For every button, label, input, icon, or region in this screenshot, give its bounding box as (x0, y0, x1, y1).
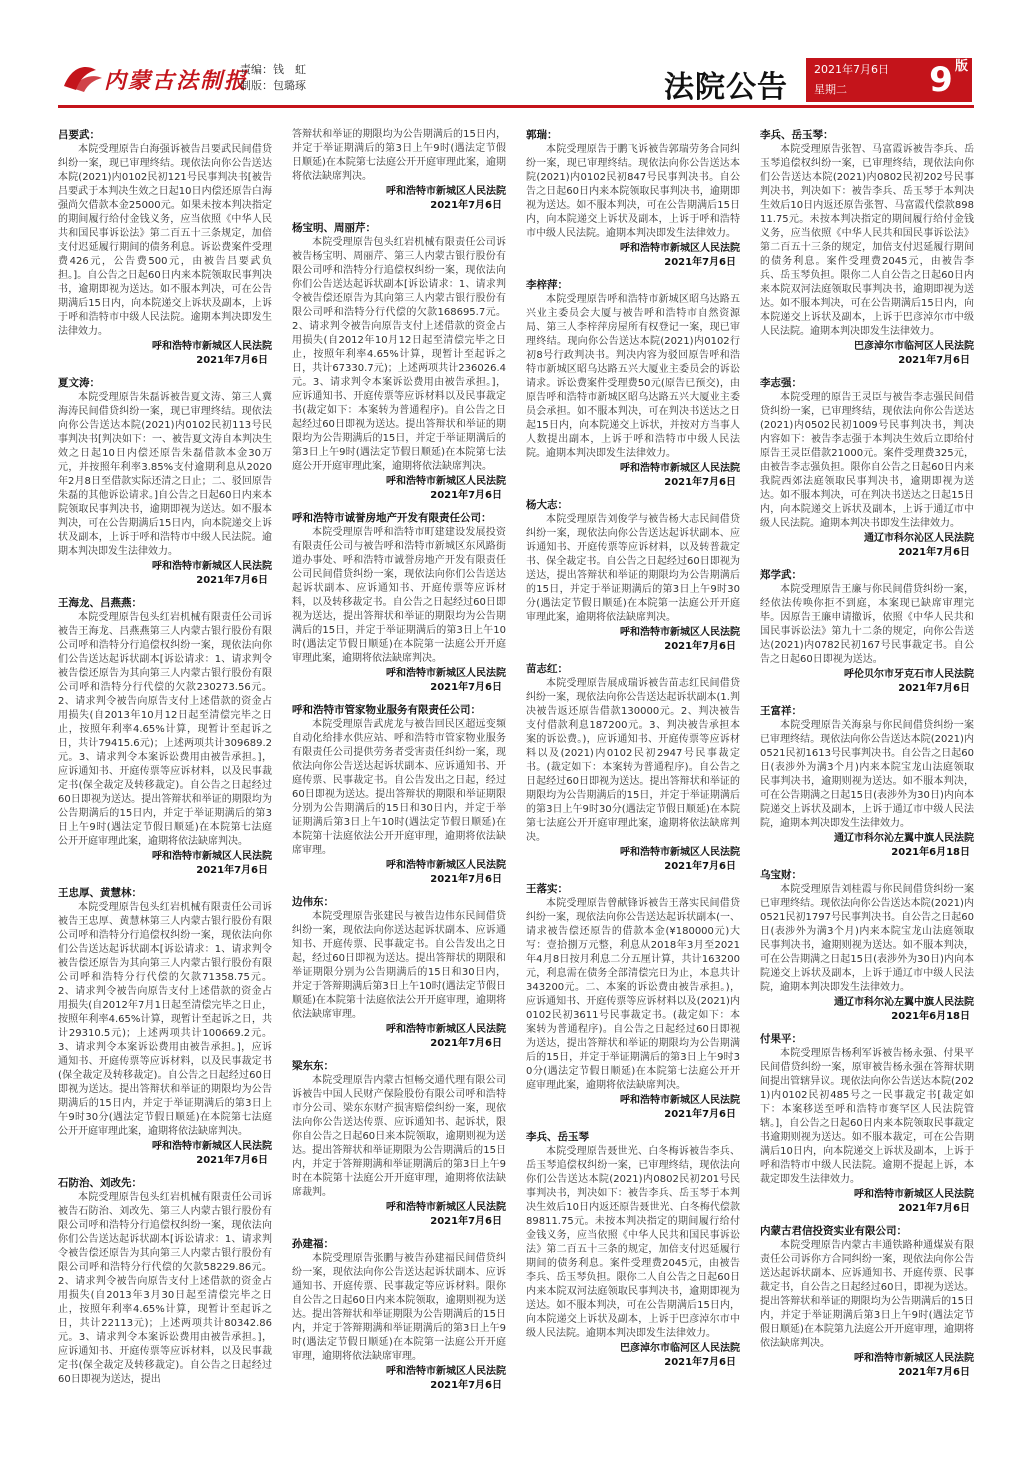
court-notice (760, 128, 974, 368)
notice-party: 呼和浩特市诚誉房地产开发有限责任公司： (292, 512, 492, 524)
page-ban-label: 版 (954, 59, 968, 74)
notice-body: 本院受理原告杨利军诉被告杨永强、付果平民间借贷纠纷一案，原审被告杨永强在答辩状期间提出管辖异议。现依法向你公告送达本院(2021)内0102民初485号之一民事裁定书[裁定如下：本案移送至呼和浩特市赛罕区人民法院管辖。]，自公告之日起60日内来本院领取民事裁定书逾期则视为送达。如不服本裁定，可在公告期满后10日内，向本院递交上诉状及副本，上诉于呼和浩特市中级人民法院。逾期不提起上诉，本裁定即发生法律效力。 (760, 1048, 974, 1185)
notice-party: 付果平： (760, 1033, 802, 1045)
producer-label: 制版：包璐琢 (240, 79, 306, 92)
notice-body: 本院受理原告朱磊诉被告夏文涛、第三人冀海涛民间借贷纠纷一案，现已审理终结。现依法向你公告送达本院(2021)内0102民初113号民事判决书[判决如下：一、被告夏文涛自本判决生效之日起10日内偿还原告朱磊借款本金30万元，并按照年利率3.85%支付逾期利息从2020年2月8日至借款实际还清之日止；二、驳回原告朱磊的其他诉讼请求。]自公告之日起60日内来本院领取民事判决书，逾期即视为送达。如不服本判决，可在公告期满后15日内，向本院递交上诉状及副本，上诉于呼和浩特市中级人民法院。逾期本判决即发生法律效力。 (58, 392, 272, 557)
notice-party: 夏文涛： (58, 377, 100, 389)
notice-party: 李梓萍： (526, 279, 568, 291)
notice-date: 2021年7月6日 (898, 683, 970, 694)
notice-body: 本院受理原告曾献锋诉被告王落实民间借贷纠纷一案，现依法向你公告送达起诉状副本(一、请求被告偿还原告的借款本金(¥180000元)大写：壹拾捌万元整，利息从2018年3月至2021年4月8日按月利息二分五厘计算，共计163200元，利息需在债务全部清偿完日为止，本息共计343200元。二、本案的诉讼费由被告承担。)，应诉通知书、开庭传票等应诉材料以及(2021)内0102民初3611号民事裁定书。(裁定如下：本案转为普通程序)。自公告之日起经过60日即视为送达，提出答辩状和举证的期限均为公告期满后的15日，并定于举证期满后的第3日上午9时30分(遇法定节假日顺延)在本院第七法庭公开开庭审理此案，逾期将依法缺席判决。 (526, 898, 740, 1091)
issue-date: 2021年7月6日 (814, 63, 889, 76)
notice-body: 本院受理原告刘桂霞与你民间借贷纠纷一案已审理终结。现依法向你公告送达本院(2021)内0521民初1797号民事判决书。自公告之日起60日(表涉外为满3个月)内来本院宝龙山法庭领取民事判决书，逾期则视为送达。如不服本判决，可在公告期满之日起15日(表涉外为30日)内向本院递交上诉状及副本，上诉于通辽市中级人民法院，逾期本判决即发生法律效力。 (760, 884, 974, 993)
newspaper-name: 内蒙古法制报 (104, 68, 249, 94)
notice-body: 本院受理原告呼和浩特市町建建设发展投资有限责任公司与被告呼和浩特市新城区东风路街道办事处、呼和浩特市诚誉房地产开发有限责任公司民间借贷纠纷一案，现依法向你们公告送达起诉状副本、应诉通知书、开庭传票等应诉材料，以及转移裁定书。自公告之日起经过60日即视为送达，提出答辩状和举证的期限均为公告期满后的15日，并定于举证期满后的第3日上午10时(遇法定节假日顺延)在本院第一法庭公开开庭审理此案，逾期将依法缺席判决。 (292, 527, 506, 664)
court-notice (526, 882, 740, 1122)
column-4 (760, 128, 974, 1474)
column-1 (58, 128, 272, 1474)
court-notice (292, 221, 506, 503)
notice-body: 本院受理原告刘俊学与被告杨大志民间借贷纠纷一案，现依法向你公告送达起诉状副本、应诉通知书、开庭传票等应诉材料，以及转普裁定书、保全裁定书。自公告之日起经过60日即视为送达，提出答辩状和举证的期限均为公告期满后的15日，并定于举证期满后的第3日上午9时30分(遇法定节假日顺延)在本院第一法庭公开开庭审理此案，逾期将依法缺席判决。 (526, 514, 740, 623)
notice-party: 郑学武： (760, 569, 802, 581)
notice-date: 2021年7月6日 (430, 490, 502, 501)
notice-party: 王富祥： (760, 705, 802, 717)
notice-court: 呼伦贝尔市牙克石市人民法院 (844, 669, 974, 680)
notice-court: 呼和浩特市新城区人民法院 (620, 463, 740, 474)
court-notice (58, 1176, 272, 1387)
notice-court: 呼和浩特市新城区人民法院 (152, 561, 272, 572)
notice-date: 2021年7月6日 (664, 861, 736, 872)
notice-date: 2021年7月6日 (196, 355, 268, 366)
notice-body: 本院受理原告于鹏飞诉被告郭瑞劳务合同纠纷一案，现已审理终结。现依法向你公告送达本院(2021)内0102民初847号民事判决书。自公告之日起60日内来本院领取民事判决书，逾期即视为送达。如不服本判决，可在公告期满后15日内，向本院递交上诉状及副本，上诉于呼和浩特市中级人民法院。逾期本判决即发生法律效力。 (526, 144, 740, 239)
notice-court: 呼和浩特市新城区人民法院 (152, 1141, 272, 1152)
notice-body: 本院受理原告包头红岩机械有限责任公司诉被告王忠厚、黄慧林第三人内蒙古银行股份有限公司呼和浩特分行追偿权纠纷一案，现依法向你们公告送达起诉状副本[诉讼请求：1、请求判令被告偿还原告为其向第三人内蒙古银行股份有限公司呼和浩特分行代偿的欠款71358.75元。2、请求判令被告向原告支付上述借款的资金占用损失(自2012年7月1日起至清偿完毕之日止，按照年利率4.65%计算，现暂计至起诉之日，共计29310.5元)；上述两项共计100669.2元。3、请求判令本案诉讼费用由被告承担。]，应诉通知书、开庭传票等应诉材料，以及民事裁定书(保全裁定及转移裁定)。自公告之日起经过60日即视为送达。提出答辩状和举证的期限均为公告期满后的15日内，并定于举证期满后的第3日上午9时30分(遇法定节假日顺延)在本院第七法庭公开开庭审理此案，逾期将依法缺席判决。 (58, 902, 272, 1137)
notice-date: 2021年7月6日 (430, 874, 502, 885)
notice-body: 本院受理原告包头红岩机械有限责任公司诉被告石防治、刘改先、第三人内蒙古银行股份有限公司呼和浩特分行追偿权纠纷一案，现依法向你们公告送达起诉状副本[诉讼请求：1、请求判令被告偿还原告为其向第三人内蒙古银行股份有限公司呼和浩特分行代偿的欠款58229.86元。2、请求判令被告向原告支付上述借款的资金占用损失(自2013年3月30日起至清偿完毕之日止，按照年利率4.65%计算，现暂计至起诉之日，共计22113元)；上述两项共计80342.86元。3、请求判令本案诉讼费用由被告承担。]，应诉通知书、开庭传票等应诉材料，以及民事裁定书(保全裁定及转移裁定)。自公告之日起经过60日即视为送达，提出 (58, 1192, 272, 1385)
notice-court: 呼和浩特市新城区人民法院 (620, 1095, 740, 1106)
notice-date: 2021年7月6日 (664, 1109, 736, 1120)
notice-body: 本院受理原告武虎龙与被告回民区超远变频自动化给排水供应站、呼和浩特市管家物业服务有限责任公司提供劳务者受害责任纠纷一案，现依法向你公告送达起诉状副本、应诉通知书、开庭传票、民事裁定书。自公告发出之日起，经过60日即视为送达。提出答辩状的期限和举证期限分别为公告期满后的15日和30日内，并定于举证期满后第3日上午10时(遇法定节假日顺延)在本院第十法庭依法公开开庭审理，逾期将依法缺席审理。 (292, 719, 506, 856)
notice-date: 2021年7月6日 (898, 1367, 970, 1378)
notice-party: 李兵、岳玉琴 (526, 1131, 589, 1143)
notice-party: 李兵、岳玉琴： (760, 129, 834, 141)
court-notice (526, 128, 740, 270)
notice-body: 本院受理原告内蒙古恒畅交通代理有限公司诉被告中国人民财产保险股份有限公司呼和浩特市分公司、梁东东财产损害赔偿纠纷一案，现依法向你公告送达传票、应诉通知书、起诉状，限你自公告之日起60日来本院领取，逾期则视为送达。提出答辩状和举证期限为公告期满后的15日内，并定于答辩期满和举证期满后的第3日上午9时在本院第十法庭公开开庭审理，逾期将依法缺席裁判。 (292, 1075, 506, 1198)
court-notice (760, 1224, 974, 1380)
notice-date: 2021年7月6日 (898, 355, 970, 366)
court-notice (760, 1032, 974, 1216)
notice-court: 通辽市科尔沁区人民法院 (864, 533, 974, 544)
notice-body: 本院受理的原告王灵臣与被告李志强民间借贷纠纷一案，已审理终结，现依法向你公告送达(2021)内0502民初1009号民事判决书，判决内容如下：被告李志强于本判决生效后立即给付原告王灵臣借款21000元。案件受理费325元，由被告李志强负担。限你自公告之日起60日内来我院西郊法庭领取民事判决书，逾期即视为送达。如不服本判决，可在判决书送达之日起15日内，向本院递交上诉状及副本，上诉于通辽市中级人民法院。逾期本判决书即发生法律效力。 (760, 392, 974, 529)
notice-date: 2021年7月6日 (898, 547, 970, 558)
masthead (0, 0, 1024, 110)
notice-court: 巴彦淖尔市临河区人民法院 (620, 1343, 740, 1354)
court-notice (760, 704, 974, 860)
court-notice (58, 376, 272, 588)
notice-date: 2021年7月6日 (430, 200, 502, 211)
editor-label: 责编：钱 虹 (240, 63, 306, 76)
court-notice (292, 703, 506, 887)
notice-body: 答辩状和举证的期限均为公告期满后的15日内，并定于举证期满后的第3日上午9时(遇法定节假日顺延)在本院第七法庭公开开庭审理此案，逾期将依法缺席判决。 (292, 129, 506, 182)
notice-court: 通辽市科尔沁左翼中旗人民法院 (834, 997, 974, 1008)
notice-columns (58, 128, 974, 1474)
notice-body: 本院受理原告关海泉与你民间借贷纠纷一案已审理终结。现依法向你公告送达本院(2021)内0521民初1613号民事判决书。自公告之日起60日(表涉外为满3个月)内来本院宝龙山法庭领取民事判决书，逾期则视为送达。如不服本判决，可在公告期满之日起15日(表涉外为30日)内向本院递交上诉状及副本，上诉于通辽市中级人民法院，逾期本判决即发生法律效力。 (760, 720, 974, 829)
section-title: 法院公告 (664, 70, 788, 105)
notice-body: 本院受理原告张鹏与被告孙建福民间借贷纠纷一案，现依法向你公告送达起诉状副本、应诉通知书、开庭传票、民事裁定等应诉材料。限你自公告之日起60日内来本院领取，逾期则视为送达。提出答辩状和举证期限为公告期满后的15日内，并定于答辩期满和举证期满后的第3日上午9时(遇法定节假日顺延)在本院第一法庭公开开庭审理，逾期将依法缺席审理。 (292, 1253, 506, 1362)
notice-party: 苗志红： (526, 663, 568, 675)
notice-court: 呼和浩特市新城区人民法院 (620, 627, 740, 638)
notice-party: 李志强： (760, 377, 802, 389)
notice-date: 2021年7月6日 (664, 477, 736, 488)
court-notice (526, 498, 740, 654)
notice-date: 2021年7月6日 (898, 1203, 970, 1214)
court-notice (292, 1237, 506, 1393)
notice-party: 孙建福： (292, 1238, 334, 1250)
notice-party: 吕要武： (58, 129, 100, 141)
court-notice (760, 376, 974, 560)
notice-body: 本院受理原告包头红岩机械有限责任公司诉被告王海龙、吕燕燕第三人内蒙古银行股份有限公司呼和浩特分行追偿权纠纷一案，现依法向你们公告送达起诉状副本[诉讼请求：1、请求判令被告偿还原告为其向第三人内蒙古银行股份有限公司呼和浩特分行代偿的欠款230273.56元。2、请求判令被告向原告支付上述借款的资金占用损失(自2013年10月12日起至清偿完毕之日止，按照年利率4.65%计算，现暂计至起诉之日，共计79415.6元)；上述两项共计309689.2元。3、请求判令本案诉讼费用由被告承担。]，应诉通知书、开庭传票等应诉材料，以及民事裁定书(保全裁定及转移裁定)。自公告之日起经过60日即视为送达。提出答辩状和举证的期限均为公告期满后的15日内，并定于举证期满后的第3日上午9时(遇法定节假日顺延)在本院第七法庭公开开庭审理此案，逾期将依法缺席判决。 (58, 612, 272, 847)
page-number-block (910, 58, 972, 102)
court-notice (526, 1130, 740, 1370)
notice-date: 2021年7月6日 (196, 1155, 268, 1166)
notice-body: 本院受理原告包头红岩机械有限责任公司诉被告杨宝明、周丽芹、第三人内蒙古银行股份有限公司呼和浩特分行追偿权纠纷一案，现依法向你们公告送达起诉状副本[诉讼请求：1、请求判令被告偿还原告为其向第三人内蒙古银行股份有限公司呼和浩特分行代偿的欠款168695.7元。2、请求判令被告向原告支付上述借款的资金占用损失(自2012年10月12日起至清偿完毕之日止，按照年利率4.65%计算，现暂计至起诉之日，共计67330.7元)；上述两项共计236026.4元。3、请求判令本案诉讼费用由被告承担。]，应诉通知书、开庭传票等应诉材料以及民事裁定书(裁定如下：本案转为普通程序)。自公告之日起经过60日即视为送达。提出答辩状和举证的期限均为公告期满后的15日，并定于举证期满后的第3日上午9时(遇法定节假日顺延)在本院第七法庭公开开庭审理此案，逾期将依法缺席判决。 (292, 237, 506, 472)
notice-party: 王忠厚、黄慧林： (58, 887, 142, 899)
notice-court: 呼和浩特市新城区人民法院 (386, 668, 506, 679)
column-2 (292, 128, 506, 1474)
court-notice (58, 128, 272, 368)
court-notice (292, 895, 506, 1051)
court-notice-continued (292, 128, 506, 213)
court-notice (760, 868, 974, 1024)
notice-date: 2021年6月18日 (891, 1011, 970, 1022)
notice-court: 呼和浩特市新城区人民法院 (854, 1353, 974, 1364)
notice-court: 呼和浩特市新城区人民法院 (620, 847, 740, 858)
notice-party: 边伟东： (292, 896, 334, 908)
notice-court: 呼和浩特市新城区人民法院 (386, 860, 506, 871)
notice-party: 王海龙、吕燕燕： (58, 597, 142, 609)
notice-date: 2021年7月6日 (664, 641, 736, 652)
notice-party: 王落实： (526, 883, 568, 895)
column-3 (526, 128, 740, 1474)
issue-weekday: 星期二 (814, 83, 847, 96)
notice-date: 2021年6月18日 (891, 847, 970, 858)
notice-body: 本院受理原告张智、马富霞诉被告李兵、岳玉琴追偿权纠纷一案，已审理终结，现依法向你们公告送达本院(2021)内0802民初202号民事判决书，判决如下：被告李兵、岳玉琴于本判决生效后10日内返还原告张智、马富霞代偿款89811.75元。未按本判决指定的期间履行给付金钱义务，应当依照《中华人民共和国民事诉讼法》第二百五十三条的规定，加倍支付迟延履行期间的债务利息。案件受理费2045元，由被告李兵、岳玉琴负担。限你二人自公告之日起60日内来本院双河法庭领取民事判决书，逾期即视为送达。如不服本判决，可在公告期满后15日内，向本院递交上诉状及副本，上诉于巴彦淖尔市中级人民法院。逾期本判决即发生法律效力。 (760, 144, 974, 337)
notice-party: 杨大志： (526, 499, 568, 511)
masthead-divider (58, 105, 974, 108)
notice-court: 呼和浩特市新城区人民法院 (386, 186, 506, 197)
notice-court: 呼和浩特市新城区人民法院 (854, 1189, 974, 1200)
notice-date: 2021年7月6日 (430, 1216, 502, 1227)
notice-court: 呼和浩特市新城区人民法院 (386, 1202, 506, 1213)
notice-court: 通辽市科尔沁左翼中旗人民法院 (834, 833, 974, 844)
notice-body: 本院受理原告展成瑞诉被告苗志红民间借贷纠纷一案，现依法向你公告送达起诉状副本(1.判决被告返还原告借款130000元。2、判决被告支付借款利息187200元。3、判决被告承担本案的诉讼费。)，应诉通知书、开庭传票等应诉材料以及(2021)内0102民初2947号民事裁定书。(裁定如下：本案转为普通程序)。自公告之日起经过60日即视为送达。提出答辩状和举证的期限均为公告期满后的15日，并定于举证期满后的第3日上午9时30分(遇法定节假日顺延)在本院第七法庭公开开庭审理此案，逾期将依法缺席判决。 (526, 678, 740, 843)
court-notice (526, 662, 740, 874)
notice-date: 2021年7月6日 (430, 1038, 502, 1049)
court-notice (292, 1059, 506, 1229)
notice-party: 郭瑞： (526, 129, 558, 141)
notice-date: 2021年7月6日 (430, 682, 502, 693)
notice-court: 巴彦淖尔市临河区人民法院 (854, 341, 974, 352)
notice-body: 本院受理原告呼和浩特市新城区昭乌达路五兴业主委员会大厦与被告呼和浩特市自然资源局、第三人李梓萍房屋所有权登记一案，现已审理终结。现向你公告送达本院(2021)内0102行初8号行政判决书。判决内容为驳回原告呼和浩特市新城区昭乌达路五兴大厦业主委员会的诉讼请求。诉讼费案件受理费50元(原告已预交)，由原告呼和浩特市新城区昭乌达路五兴大厦业主委员会承担。如不服本判决，可在判决书送达之日起15日内，向本院递交上诉状，并按对方当事人人数提出副本，上诉于呼和浩特市中级人民法院。逾期本判决即发生法律效力。 (526, 294, 740, 459)
court-notice (526, 278, 740, 490)
notice-party: 杨宝明、周丽芹： (292, 222, 376, 234)
notice-date: 2021年7月6日 (196, 865, 268, 876)
notice-party: 石防治、刘改先： (58, 1177, 142, 1189)
notice-body: 本院受理原告聂世光、白冬梅诉被告李兵、岳玉琴追偿权纠纷一案，已审理终结，现依法向你们公告送达本院(2021)内0802民初201号民事判决书，判决如下：被告李兵、岳玉琴于本判决生效后10日内返还原告聂世光、白冬梅代偿款89811.75元。未按本判决指定的期间履行给付金钱义务，应当依照《中华人民共和国民事诉讼法》第二百五十三条的规定，加倍支付迟延履行期间的债务利息。案件受理费2045元，由被告李兵、岳玉琴负担。限你二人自公告之日起60日内来本院双河法庭领取民事判决书，逾期即视为送达。如不服本判决，可在公告期满后15日内，向本院递交上诉状及副本，上诉于巴彦淖尔市中级人民法院。逾期本判决即发生法律效力。 (526, 1146, 740, 1339)
court-notice (760, 568, 974, 696)
court-notice (58, 886, 272, 1168)
notice-date: 2021年7月6日 (664, 257, 736, 268)
notice-court: 呼和浩特市新城区人民法院 (620, 243, 740, 254)
notice-court: 呼和浩特市新城区人民法院 (152, 851, 272, 862)
notice-date: 2021年7月6日 (664, 1357, 736, 1368)
page-number: 9 (929, 60, 953, 100)
notice-party: 内蒙古君信投资实业有限公司： (760, 1225, 907, 1237)
court-notice (292, 511, 506, 695)
issue-date-block (806, 58, 910, 102)
editor-credits (240, 62, 306, 94)
notice-body: 本院受理原告白海强诉被告吕要武民间借贷纠纷一案，现已审理终结。现依法向你公告送达本院(2021)内0102民初121号民事判决书[被告吕要武于本判决生效之日起10日内偿还原告白海强尚欠借款本金25000元。如果未按本判决指定的期间履行给付金钱义务，应当依照《中华人民共和国民事诉讼法》第二百五十三条规定，加倍支付迟延履行期间的债务利息。诉讼费案件受理费426元，公告费500元，由被告吕要武负担。]。自公告之日起60日内来本院领取民事判决书，逾期即视为送达。如不服本判决，可在公告期满后15日内，向本院递交上诉状及副本，上诉于呼和浩特市中级人民法院。逾期本判决即发生法律效力。 (58, 144, 272, 337)
notice-court: 呼和浩特市新城区人民法院 (386, 1366, 506, 1377)
notice-court: 呼和浩特市新城区人民法院 (386, 476, 506, 487)
notice-court: 呼和浩特市新城区人民法院 (386, 1024, 506, 1035)
court-notice (58, 596, 272, 878)
notice-body: 本院受理原告张建民与被告边伟东民间借贷纠纷一案，现依法向你送达起诉状副本、应诉通知书、开庭传票、民事裁定书。自公告发出之日起，经过60日即视为送达。提出答辩状的期限和举证期限分别为公告期满后的15日和30日内，并定于答辩期满后第3日上午10时(遇法定节假日顺延)在本院第十法庭依法公开开庭审理，逾期将依法缺席审理。 (292, 911, 506, 1020)
notice-body: 本院受理原告内蒙古丰通铁路种通煤炭有限责任公司诉你方合同纠纷一案，现依法向你公告送达起诉状副本、应诉通知书、开庭传票、民事裁定书，自公告之日起经过60日，即视为送达。提出答辩状和举证的期限均为公告期满后的15日内，并定于举证期满后第3日上午9时(遇法定节假日顺延)在本院第九法庭公开开庭审理，逾期将依法缺席判决。 (760, 1240, 974, 1349)
notice-date: 2021年7月6日 (196, 575, 268, 586)
notice-body: 本院受理原告王廉与你民间借贷纠纷一案，经依法传唤你拒不到庭，本案现已缺席审理完毕。因原告王廉申请撤诉，依照《中华人民共和国民事诉讼法》第九十二条的规定，向你公告送达(2021)内0782民初167号民事裁定书。自公告之日起60日即视为送达。 (760, 584, 974, 665)
notice-party: 梁东东： (292, 1060, 334, 1072)
notice-party: 呼和浩特市管家物业服务有限责任公司： (292, 704, 481, 716)
notice-date: 2021年7月6日 (430, 1380, 502, 1391)
notice-court: 呼和浩特市新城区人民法院 (152, 341, 272, 352)
notice-party: 乌宝财： (760, 869, 802, 881)
